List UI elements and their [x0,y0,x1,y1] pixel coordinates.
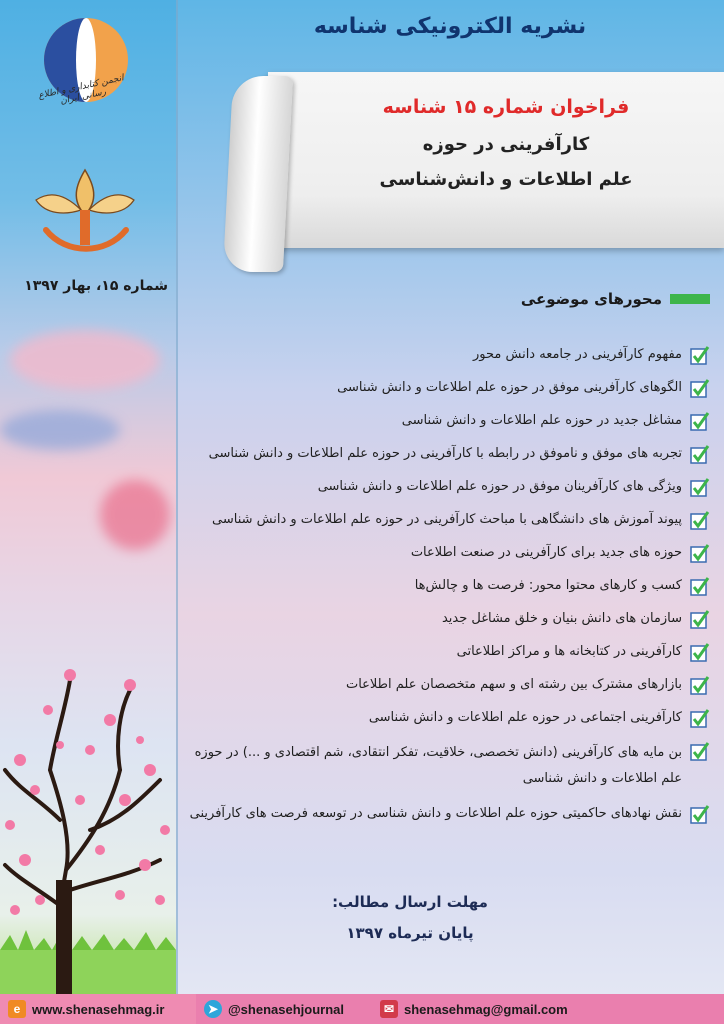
list-item [180,377,710,399]
internet-explorer-icon: e [8,1000,26,1018]
call-title: فراخوان شماره ۱۵ شناسه [382,96,630,118]
topic-text: حوزه های جدید برای کارآفرینی در صنعت اطلاعات [410,545,682,560]
check-icon [690,609,710,629]
topic-text: سازمان های دانش بنیان و خلق مشاغل جدید [441,611,682,626]
list-item [180,410,710,432]
check-icon [690,477,710,497]
issue-number: شماره ۱۵، بهار ۱۳۹۷ [24,278,168,294]
check-icon [690,804,710,824]
check-icon [690,543,710,563]
check-icon [690,576,710,596]
topic-text: کارآفرینی در کتابخانه ها و مراکز اطلاعاتی [456,644,682,659]
subject-line-2: علم اطلاعات و دانش‌شناسی [379,169,633,190]
envelope-icon: ✉ [380,1000,398,1018]
check-icon [690,411,710,431]
topic-text: مفهوم کارآفرینی در جامعه دانش محور [473,347,682,362]
list-item [180,344,710,366]
left-sidebar [0,0,176,994]
list-item [180,674,710,696]
website-link[interactable] [0,994,196,1024]
deadline-value: پایان تیرماه ۱۳۹۷ [346,924,474,942]
topic-text: نقش نهادهای حاکمیتی حوزه علم اطلاعات و دانش شناسی در توسعه فرصت های کارآفرینی [189,806,682,821]
topic-text: کارآفرینی اجتماعی در حوزه علم اطلاعات و دانش شناسی [368,710,682,725]
topic-text: پیوند آموزش های دانشگاهی با مباحث کارآفرینی در حوزه علم اطلاعات و دانش شناسی [212,512,682,527]
telegram-link[interactable] [196,994,372,1024]
topics-heading-label: محورهای موضوعی [520,290,662,308]
paper-curl [223,76,293,272]
check-icon [690,642,710,662]
topic-text: بن مایه های کارآفرینی (دانش تخصصی، خلاقیت، تفکر انتقادی، شم اقتصادی و ...) در حوزه علم اطلاعات و دانش شناسی [194,745,682,786]
check-icon [690,444,710,464]
list-item [180,803,710,825]
check-icon [690,510,710,530]
list-item [180,608,710,630]
telegram-icon: ➤ [204,1000,222,1018]
list-item [180,641,710,663]
topic-text: بازارهای مشترک بین رشته ای و سهم متخصصان علم اطلاعات [345,677,682,692]
check-icon [690,741,710,761]
topic-text: مشاغل جدید در حوزه علم اطلاعات و دانش شناسی [401,413,682,428]
logo-caption: انجمن کتابداری و اطلاع رسانی ایران [37,73,125,107]
topic-text: الگوهای کارآفرینی موفق در حوزه علم اطلاعات و دانش شناسی [337,380,682,395]
email-text: shenasehmag@gmail.com [404,1001,568,1017]
pink-cloud [10,330,160,390]
red-cloud [100,480,170,550]
topics-heading [521,290,710,308]
list-item [180,443,710,465]
footer-bar [0,994,724,1024]
check-icon [690,675,710,695]
topic-text: تجربه های موفق و ناموفق در رابطه با کارآفرینی در حوزه علم اطلاعات و دانش شناسی [208,446,682,461]
subject-line-1: کارآفرینی در حوزه [422,134,590,155]
telegram-text: @shenasehjournal [228,1001,344,1017]
topic-text: کسب و کارهای محتوا محور: فرصت ها و چالش‌ها [414,578,682,593]
heading-bar [670,294,710,304]
list-item [180,476,710,498]
topic-list [180,344,710,836]
check-icon [690,378,710,398]
list-item [180,509,710,531]
check-icon [690,708,710,728]
check-icon [690,345,710,365]
deadline-label: مهلت ارسال مطالب: [332,893,488,911]
topic-text: ویژگی های کارآفرینان موفق در حوزه علم اطلاعات و دانش شناسی [317,479,682,494]
call-banner [228,72,724,272]
column-divider [176,0,178,994]
list-item [180,740,710,792]
list-item [180,707,710,729]
email-link[interactable] [372,994,724,1024]
list-item [180,575,710,597]
magazine-title: نشریه الکترونیکی شناسه [313,14,587,39]
website-text: www.shenasehmag.ir [32,1001,165,1017]
list-item [180,542,710,564]
calligraphy-emblem [26,160,144,260]
blossom-tree [0,650,176,994]
blue-cloud [0,410,120,450]
